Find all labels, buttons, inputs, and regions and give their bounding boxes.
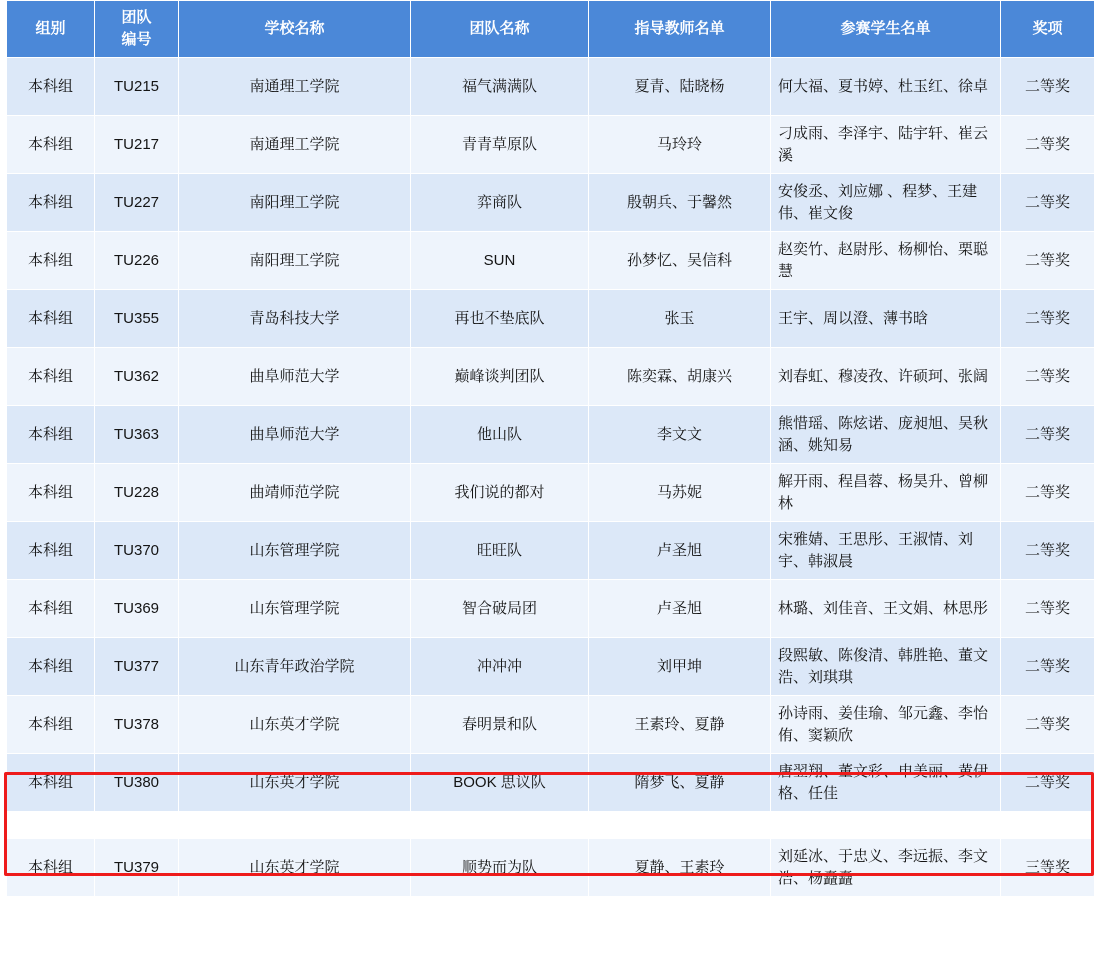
cell-team: 冲冲冲: [411, 638, 589, 696]
cell-team: 再也不垫底队: [411, 290, 589, 348]
cell-team: SUN: [411, 232, 589, 290]
cell-school: 山东青年政治学院: [179, 638, 411, 696]
cell-award: 二等奖: [1001, 638, 1095, 696]
cell-teachers: 隋梦飞、夏静: [589, 754, 771, 812]
cell-group: 本科组: [7, 696, 95, 754]
cell-students: 赵奕竹、赵尉彤、杨柳怡、栗聪慧: [771, 232, 1001, 290]
cell-team: 巅峰谈判团队: [411, 348, 589, 406]
cell-award: 二等奖: [1001, 464, 1095, 522]
table-row: [7, 406, 1095, 464]
cell-code: TU355: [95, 290, 179, 348]
cell-school: 曲阜师范大学: [179, 406, 411, 464]
cell-group: 本科组: [7, 522, 95, 580]
cell-award: 二等奖: [1001, 174, 1095, 232]
cell-code: TU227: [95, 174, 179, 232]
cell-teachers: 李文文: [589, 406, 771, 464]
cell-students: 熊惜瑶、陈炫诺、庞昶旭、吴秋涵、姚知易: [771, 406, 1001, 464]
cell-teachers: 马苏妮: [589, 464, 771, 522]
award-table-main: [6, 0, 1095, 812]
cell-team: 旺旺队: [411, 522, 589, 580]
cell-award: 二等奖: [1001, 406, 1095, 464]
cell-group: 本科组: [7, 348, 95, 406]
cell-teachers: 陈奕霖、胡康兴: [589, 348, 771, 406]
cell-school: 曲靖师范学院: [179, 464, 411, 522]
table-row-highlighted: [7, 696, 1095, 754]
cell-code: TU217: [95, 116, 179, 174]
cell-students: 刁成雨、李泽宇、陆宇轩、崔云溪: [771, 116, 1001, 174]
table-row: [7, 116, 1095, 174]
cell-teachers: 卢圣旭: [589, 580, 771, 638]
cell-team: 顺势而为队: [411, 839, 589, 897]
table-body: [7, 58, 1095, 812]
table-body-continued: [7, 839, 1095, 897]
header-teachers: 指导教师名单: [589, 1, 771, 58]
cell-team: 他山队: [411, 406, 589, 464]
cell-code: TU377: [95, 638, 179, 696]
cell-group: 本科组: [7, 839, 95, 897]
cell-group: 本科组: [7, 580, 95, 638]
table-row: [7, 232, 1095, 290]
cell-school: 南阳理工学院: [179, 232, 411, 290]
cell-school: 南通理工学院: [179, 116, 411, 174]
header-row: [7, 1, 1095, 58]
cell-school: 山东英才学院: [179, 696, 411, 754]
table-row: [7, 174, 1095, 232]
cell-teachers: 夏青、陆晓杨: [589, 58, 771, 116]
table-row: [7, 522, 1095, 580]
cell-teachers: 刘甲坤: [589, 638, 771, 696]
cell-team: 弈商队: [411, 174, 589, 232]
cell-school: 山东管理学院: [179, 580, 411, 638]
cell-code: TU363: [95, 406, 179, 464]
cell-group: 本科组: [7, 232, 95, 290]
cell-team: 春明景和队: [411, 696, 589, 754]
cell-students: 解开雨、程昌蓉、杨昊升、曾柳林: [771, 464, 1001, 522]
cell-award: 三等奖: [1001, 839, 1095, 897]
header-team-code-line2: 编号: [121, 31, 152, 48]
table-gap: [6, 812, 1094, 838]
cell-group: 本科组: [7, 116, 95, 174]
cell-code: TU378: [95, 696, 179, 754]
header-students: 参赛学生名单: [771, 1, 1001, 58]
cell-team: 福气满满队: [411, 58, 589, 116]
table-row-highlighted: [7, 754, 1095, 812]
header-team-name: 团队名称: [411, 1, 589, 58]
cell-code: TU380: [95, 754, 179, 812]
table-row: [7, 464, 1095, 522]
cell-code: TU362: [95, 348, 179, 406]
cell-team: 青青草原队: [411, 116, 589, 174]
cell-school: 山东管理学院: [179, 522, 411, 580]
cell-group: 本科组: [7, 406, 95, 464]
cell-teachers: 马玲玲: [589, 116, 771, 174]
cell-school: 山东英才学院: [179, 754, 411, 812]
cell-code: TU369: [95, 580, 179, 638]
cell-award: 二等奖: [1001, 116, 1095, 174]
cell-group: 本科组: [7, 754, 95, 812]
cell-students: 刘延冰、于忠义、李远振、李文浩、杨矗矗: [771, 839, 1001, 897]
cell-students: 唐翌翔、董文彩、申美丽、黄伊格、任佳: [771, 754, 1001, 812]
cell-award: 二等奖: [1001, 348, 1095, 406]
cell-school: 南阳理工学院: [179, 174, 411, 232]
cell-group: 本科组: [7, 464, 95, 522]
cell-students: 王宇、周以澄、薄书晗: [771, 290, 1001, 348]
cell-students: 何大福、夏书婷、杜玉红、徐卓: [771, 58, 1001, 116]
header-group: 组别: [7, 1, 95, 58]
award-table-continued: [6, 838, 1095, 897]
table-header: [7, 1, 1095, 58]
table-row: [7, 839, 1095, 897]
cell-award: 二等奖: [1001, 696, 1095, 754]
cell-teachers: 卢圣旭: [589, 522, 771, 580]
cell-students: 林璐、刘佳音、王文娟、林思彤: [771, 580, 1001, 638]
cell-school: 青岛科技大学: [179, 290, 411, 348]
header-team-code-line1: 团队: [121, 9, 152, 26]
cell-students: 刘春虹、穆凌孜、许硕珂、张阔: [771, 348, 1001, 406]
cell-teachers: 夏静、王素玲: [589, 839, 771, 897]
cell-code: TU215: [95, 58, 179, 116]
cell-group: 本科组: [7, 290, 95, 348]
table-row: [7, 638, 1095, 696]
cell-code: TU226: [95, 232, 179, 290]
cell-school: 山东英才学院: [179, 839, 411, 897]
table-row: [7, 580, 1095, 638]
cell-award: 二等奖: [1001, 580, 1095, 638]
cell-team: 智合破局团: [411, 580, 589, 638]
cell-team: BOOK 思议队: [411, 754, 589, 812]
cell-students: 宋雅婧、王思彤、王淑情、刘宇、韩淑晨: [771, 522, 1001, 580]
cell-teachers: 孙梦忆、吴信科: [589, 232, 771, 290]
cell-award: 二等奖: [1001, 232, 1095, 290]
cell-group: 本科组: [7, 638, 95, 696]
cell-teachers: 王素玲、夏静: [589, 696, 771, 754]
table-row: [7, 348, 1095, 406]
cell-team: 我们说的都对: [411, 464, 589, 522]
cell-students: 段熙敏、陈俊清、韩胜艳、董文浩、刘琪琪: [771, 638, 1001, 696]
cell-code: TU370: [95, 522, 179, 580]
header-school: 学校名称: [179, 1, 411, 58]
cell-award: 二等奖: [1001, 522, 1095, 580]
cell-teachers: 殷朝兵、于馨然: [589, 174, 771, 232]
cell-students: 安俊丞、刘应娜 、程梦、王建伟、崔文俊: [771, 174, 1001, 232]
cell-school: 南通理工学院: [179, 58, 411, 116]
cell-award: 二等奖: [1001, 58, 1095, 116]
table-row: [7, 290, 1095, 348]
cell-school: 曲阜师范大学: [179, 348, 411, 406]
cell-teachers: 张玉: [589, 290, 771, 348]
cell-award: 二等奖: [1001, 754, 1095, 812]
cell-group: 本科组: [7, 58, 95, 116]
cell-code: TU228: [95, 464, 179, 522]
table-row: [7, 58, 1095, 116]
cell-award: 二等奖: [1001, 290, 1095, 348]
header-award: 奖项: [1001, 1, 1095, 58]
cell-students: 孙诗雨、姜佳瑜、邹元鑫、李怡侑、窦颖欣: [771, 696, 1001, 754]
header-team-code: [95, 1, 179, 58]
cell-code: TU379: [95, 839, 179, 897]
cell-group: 本科组: [7, 174, 95, 232]
